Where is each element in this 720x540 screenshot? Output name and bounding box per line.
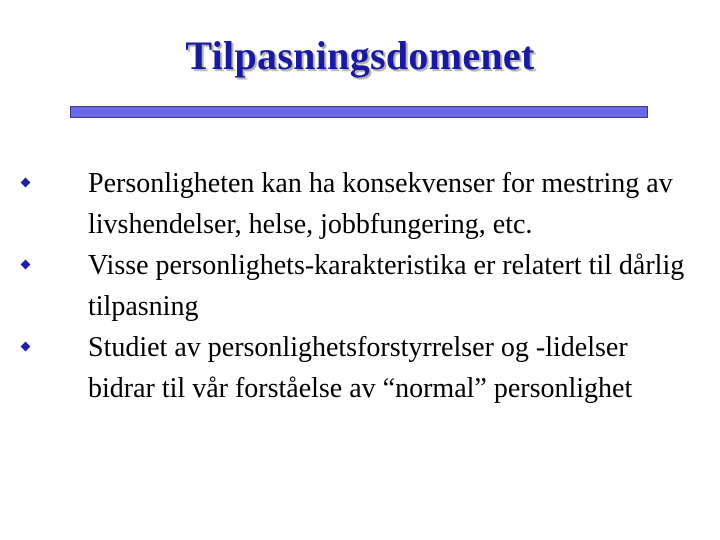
diamond-bullet-icon — [21, 178, 31, 188]
bullet-list — [88, 163, 688, 409]
bullet-text: Personligheten kan ha konsekvenser for mestring av livshendelser, helse, jobbfungering, etc. — [88, 168, 673, 240]
title-divider — [70, 106, 648, 118]
diamond-bullet-icon — [21, 342, 31, 352]
bullet-text: Studiet av personlighetsforstyrrelser og -lidelser bidrar til vår forståelse av “normal” personlighet — [88, 332, 633, 404]
slide-title: Tilpasningsdomenet — [185, 33, 535, 78]
bullet-item — [88, 245, 688, 327]
diamond-bullet-icon — [21, 260, 31, 270]
bullet-item — [88, 163, 688, 245]
bullet-text: Visse personlighets-karakteristika er relatert til dårlig tilpasning — [88, 250, 685, 322]
bullet-item — [88, 327, 688, 409]
